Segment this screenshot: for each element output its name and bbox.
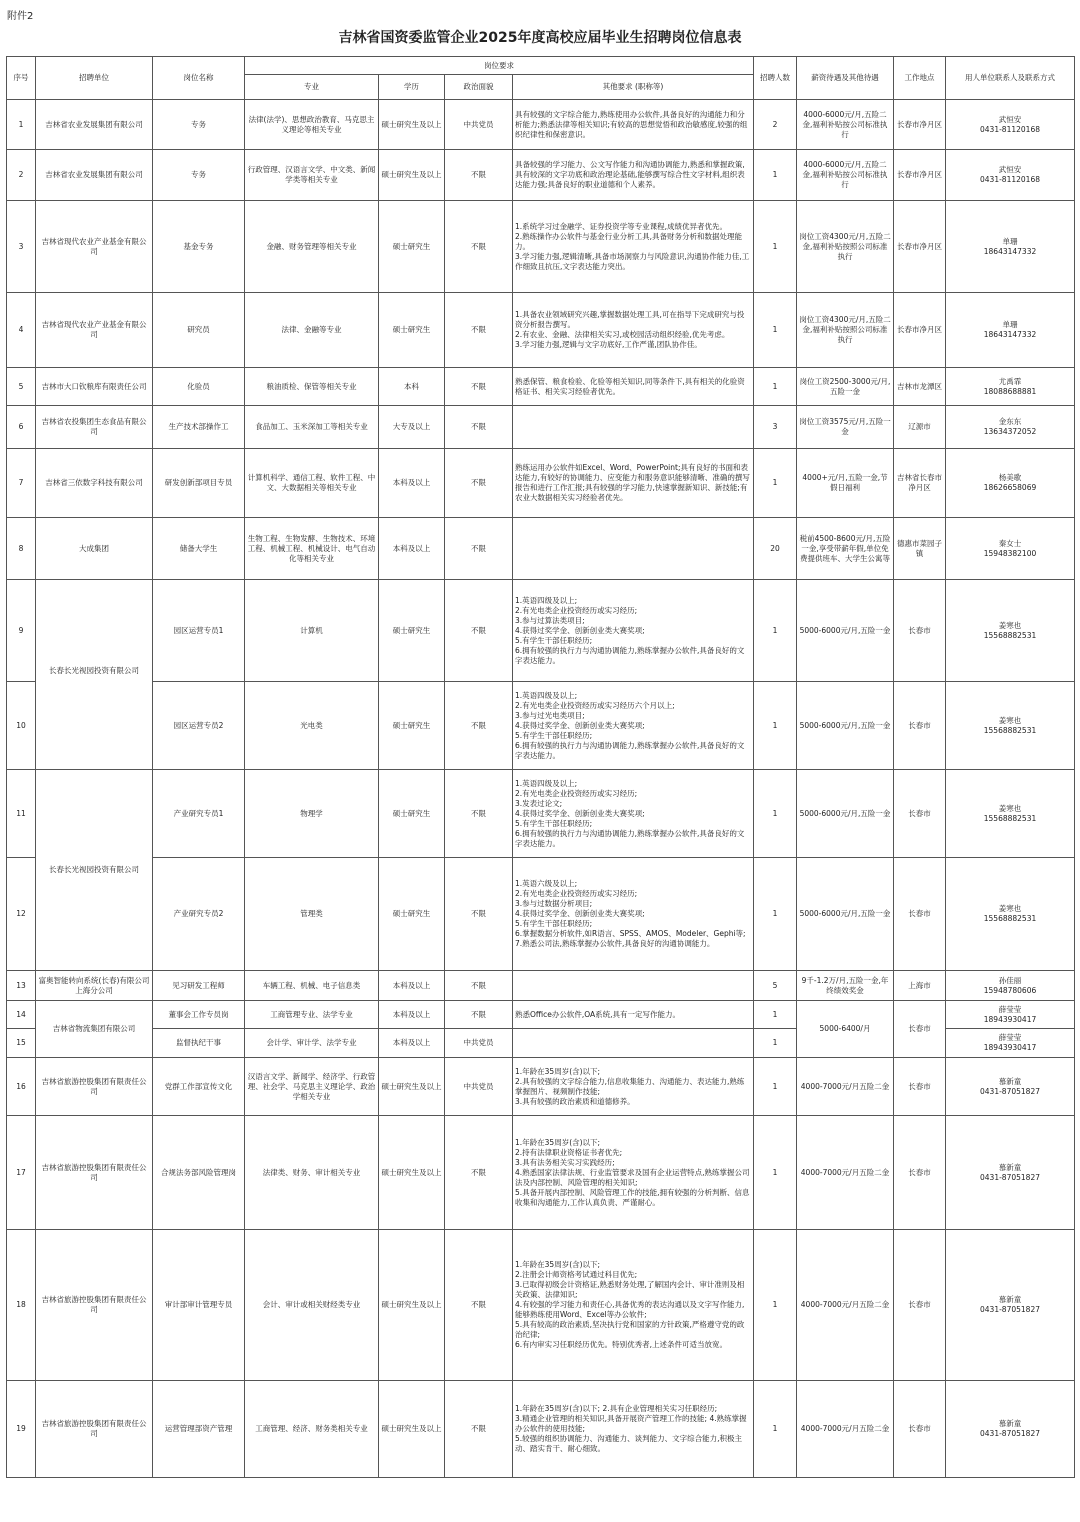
cell-unit: 吉林省旅游控股集团有限责任公司 <box>36 1230 153 1381</box>
cell-political: 不限 <box>445 1230 513 1381</box>
cell-major: 物理学 <box>245 770 379 858</box>
cell-education: 硕士研究生 <box>379 201 445 293</box>
cell-political: 不限 <box>445 406 513 449</box>
cell-other: 1.具备农业领域研究兴趣,掌握数据处理工具,可在指导下完成研究与投资分析报告撰写。 2.有农业、金融、法律相关实习,或校园活动组织经验,优先考虑。 3.学习能力强,逻辑与文字功底好,工作严谨,团队协作佳。 <box>513 293 754 368</box>
contact-phone: 15948382100 <box>983 548 1037 558</box>
contact-name: 杨美歌 <box>998 473 1022 482</box>
cell-education: 本科及以上 <box>379 449 445 518</box>
header-position: 岗位名称 <box>153 57 245 100</box>
cell-salary: 4000-7000元/月五险二金 <box>797 1381 894 1478</box>
cell-political: 不限 <box>445 1381 513 1478</box>
cell-unit: 吉林省物流集团有限公司 <box>36 1001 153 1058</box>
cell-other: 具有较强的文字综合能力,熟练使用办公软件,具备良好的沟通能力和分析能力;熟悉法律等相关知识;有较高的思想觉悟和政治敏感度,较强的组织纪律性和保密意识。 <box>513 100 754 150</box>
cell-political: 不限 <box>445 858 513 971</box>
cell-location: 长春市 <box>894 1058 946 1116</box>
cell-location: 长春市 <box>894 858 946 971</box>
contact-phone: 0431-87051827 <box>980 1305 1040 1314</box>
contact-name: 慕新童 <box>998 1076 1022 1086</box>
contact-phone: 15948780606 <box>983 985 1037 995</box>
cell-education: 硕士研究生 <box>379 770 445 858</box>
cell-count: 1 <box>754 1116 797 1230</box>
cell-education: 硕士研究生及以上 <box>379 150 445 201</box>
cell-other: 1.年龄在35周岁(含)以下; 2.具有企业管理相关实习任职经历; 3.精通企业管理的相关知识,具备开展资产管理工作的技能; 4.熟练掌握办公软件的使用技能; 5.较强的组织协调能力、沟通能力、谈判能力、文字综合能力,积极主动、踏实肯干、耐心细致。 <box>513 1381 754 1478</box>
cell-contact <box>946 1381 1075 1478</box>
cell-education: 大专及以上 <box>379 406 445 449</box>
cell-other: 1.年龄在35周岁(含)以下; 2.注册会计师资格考试通过科目优先; 3.已取得初级会计资格证,熟悉财务处理,了解国内会计、审计准则及相关政策、法律知识; 4.有较强的学习能力和责任心,具备优秀的表达沟通以及文字写作能力,能够熟练使用Word、Excel等办公软件; 5.具有较高的政治素质,坚决执行党和国家的方针政策,严格遵守党的政治纪律; 6.有内审实习任职经历优先。特别优秀者,上述条件可适当放宽。 <box>513 1230 754 1381</box>
cell-education: 本科及以上 <box>379 518 445 580</box>
cell-unit: 吉林省旅游控股集团有限责任公司 <box>36 1058 153 1116</box>
cell-unit: 吉林省农业发展集团有限公司 <box>36 150 153 201</box>
cell-salary: 4000+元/月,五险一金,节假日福利 <box>797 449 894 518</box>
recruitment-table <box>6 56 1075 1478</box>
cell-count: 1 <box>754 1381 797 1478</box>
table-row <box>7 1058 1075 1116</box>
contact-name: 金东东 <box>998 417 1022 426</box>
cell-other: 1.年龄在35周岁(含)以下; 2.持有法律职业资格证书者优先; 3.具有法务相关实习实践经历; 4.熟悉国家法律法规、行业监管要求及国有企业运营特点,熟练掌握公司法及内部控制、风险管理的相关知识; 5.具备开展内部控制、风险管理工作的技能,拥有较强的分析判断、信息收集和沟通能力,工作认真负责、严谨耐心。 <box>513 1116 754 1230</box>
cell-seq: 19 <box>7 1381 36 1478</box>
cell-position: 储备大学生 <box>153 518 245 580</box>
cell-salary: 4000-7000元/月五险二金 <box>797 1116 894 1230</box>
table-row <box>7 518 1075 580</box>
cell-seq: 16 <box>7 1058 36 1116</box>
contact-phone: 15568882531 <box>983 914 1037 923</box>
cell-contact <box>946 368 1075 406</box>
cell-location: 长春市净月区 <box>894 150 946 201</box>
cell-seq: 15 <box>7 1029 36 1058</box>
contact-name: 武恒安 <box>998 165 1022 174</box>
cell-education: 本科 <box>379 368 445 406</box>
cell-salary: 5000-6000元/月,五险一金 <box>797 580 894 682</box>
cell-education: 本科及以上 <box>379 971 445 1001</box>
cell-seq: 11 <box>7 770 36 858</box>
cell-salary: 5000-6000元/月,五险一金 <box>797 858 894 971</box>
header-location: 工作地点 <box>894 57 946 100</box>
cell-salary: 5000-6400/月 <box>797 1001 894 1058</box>
contact-phone: 18943930417 <box>983 1043 1037 1052</box>
cell-contact <box>946 201 1075 293</box>
cell-major: 计算机 <box>245 580 379 682</box>
cell-other: 熟悉保管、粮食检验、化验等相关知识,同等条件下,具有相关的化验资格证书、相关实习经验者优先。 <box>513 368 754 406</box>
cell-seq: 1 <box>7 100 36 150</box>
cell-position: 研发创新部项目专员 <box>153 449 245 518</box>
cell-position: 见习研发工程师 <box>153 971 245 1001</box>
cell-unit: 吉林省农业发展集团有限公司 <box>36 100 153 150</box>
cell-salary: 4000-7000元/月五险二金 <box>797 1230 894 1381</box>
cell-major: 管理类 <box>245 858 379 971</box>
cell-position: 园区运营专员1 <box>153 580 245 682</box>
contact-name: 尤禹霏 <box>998 376 1022 386</box>
cell-count: 1 <box>754 150 797 201</box>
cell-education: 硕士研究生 <box>379 293 445 368</box>
cell-other <box>513 518 754 580</box>
cell-seq: 2 <box>7 150 36 201</box>
contact-name: 姜寒也 <box>998 904 1022 913</box>
cell-major: 法律、金融等专业 <box>245 293 379 368</box>
cell-other: 1.英语四级及以上; 2.有光电类企业投资经历或实习经历; 3.参与过算法类项目; 4.获得过奖学金、创新创业类大赛奖项; 5.有学生干部任职经历; 6.拥有较强的执行力与沟通协调能力,熟练掌握办公软件,具备良好的文字表达能力。 <box>513 580 754 682</box>
contact-name: 薛莹莹 <box>998 1004 1022 1014</box>
cell-major: 粮油质检、保管等相关专业 <box>245 368 379 406</box>
cell-contact <box>946 100 1075 150</box>
cell-other: 1.年龄在35周岁(含)以下; 2.具有较强的文字综合能力,信息收集能力、沟通能力、表达能力,熟练掌握图片、视频制作技能; 3.具有较强的政治素质和道德修养。 <box>513 1058 754 1116</box>
cell-education: 硕士研究生及以上 <box>379 1116 445 1230</box>
table-row <box>7 770 1075 858</box>
contact-name: 慕新童 <box>998 1419 1022 1428</box>
cell-location: 长春市净月区 <box>894 100 946 150</box>
cell-major: 金融、财务管理等相关专业 <box>245 201 379 293</box>
cell-other: 具备较强的学习能力、公文写作能力和沟通协调能力,熟悉和掌握政策,具有较深的文字功底和政治理论基础,能够撰写综合性文字材料,组织表达能力强;具备良好的职业道德和个人素养。 <box>513 150 754 201</box>
cell-seq: 12 <box>7 858 36 971</box>
cell-location: 长春市 <box>894 1230 946 1381</box>
contact-phone: 0431-87051827 <box>980 1429 1040 1438</box>
header-other: 其他要求 (职称等) <box>513 75 754 100</box>
cell-position: 产业研究专员2 <box>153 858 245 971</box>
cell-education: 硕士研究生 <box>379 858 445 971</box>
cell-position: 研究员 <box>153 293 245 368</box>
cell-salary: 5000-6000元/月,五险一金 <box>797 770 894 858</box>
cell-position: 园区运营专员2 <box>153 682 245 770</box>
cell-contact <box>946 1001 1075 1029</box>
cell-political: 不限 <box>445 580 513 682</box>
cell-seq: 10 <box>7 682 36 770</box>
cell-education: 硕士研究生 <box>379 682 445 770</box>
cell-location: 长春市 <box>894 1381 946 1478</box>
cell-location: 辽源市 <box>894 406 946 449</box>
contact-phone: 18626658069 <box>983 483 1037 492</box>
table-row <box>7 406 1075 449</box>
contact-name: 慕新童 <box>998 1162 1022 1172</box>
contact-phone: 18643147332 <box>983 330 1037 339</box>
cell-major: 车辆工程、机械、电子信息类 <box>245 971 379 1001</box>
cell-seq: 5 <box>7 368 36 406</box>
cell-location: 吉林市龙潭区 <box>894 368 946 406</box>
cell-major: 食品加工、玉米深加工等相关专业 <box>245 406 379 449</box>
cell-seq: 14 <box>7 1001 36 1029</box>
cell-other <box>513 971 754 1001</box>
table-row <box>7 682 1075 770</box>
cell-position: 监督执纪干事 <box>153 1029 245 1058</box>
header-education: 学历 <box>379 75 445 100</box>
cell-count: 1 <box>754 770 797 858</box>
table-row <box>7 293 1075 368</box>
cell-position: 审计部审计管理专员 <box>153 1230 245 1381</box>
cell-contact <box>946 406 1075 449</box>
cell-location: 吉林省长春市净月区 <box>894 449 946 518</box>
cell-other <box>513 406 754 449</box>
cell-contact <box>946 682 1075 770</box>
table-row <box>7 1116 1075 1230</box>
table-row <box>7 368 1075 406</box>
cell-major: 工商管理、经济、财务类相关专业 <box>245 1381 379 1478</box>
table-row <box>7 201 1075 293</box>
cell-unit: 吉林省农投集团生态食品有限公司 <box>36 406 153 449</box>
cell-seq: 3 <box>7 201 36 293</box>
cell-salary: 4000-6000元/月,五险二金,福利补贴按公司标准执行 <box>797 100 894 150</box>
cell-salary: 岗位工资4300元/月,五险二金,福利补贴按照公司标准执行 <box>797 201 894 293</box>
cell-salary: 5000-6000元/月,五险一金 <box>797 682 894 770</box>
cell-political: 不限 <box>445 449 513 518</box>
cell-contact <box>946 1116 1075 1230</box>
cell-seq: 8 <box>7 518 36 580</box>
cell-contact <box>946 858 1075 971</box>
cell-major: 会计学、审计学、法学专业 <box>245 1029 379 1058</box>
header-unit: 招聘单位 <box>36 57 153 100</box>
header-political: 政治面貌 <box>445 75 513 100</box>
cell-major: 工商管理专业、法学专业 <box>245 1001 379 1029</box>
cell-count: 2 <box>754 100 797 150</box>
cell-political: 不限 <box>445 293 513 368</box>
contact-phone: 0431-87051827 <box>980 1172 1040 1182</box>
contact-phone: 18643147332 <box>983 246 1037 256</box>
cell-location: 长春市净月区 <box>894 293 946 368</box>
cell-salary: 税前4500-8600元/月,五险一金,享受带薪年假,单位免费提供班车、大学生公寓等 <box>797 518 894 580</box>
cell-contact <box>946 770 1075 858</box>
cell-political: 不限 <box>445 770 513 858</box>
cell-seq: 6 <box>7 406 36 449</box>
cell-education: 硕士研究生及以上 <box>379 100 445 150</box>
cell-count: 1 <box>754 1029 797 1058</box>
contact-name: 薛莹莹 <box>998 1033 1022 1042</box>
cell-count: 5 <box>754 971 797 1001</box>
cell-major: 法律类、财务、审计相关专业 <box>245 1116 379 1230</box>
table-row <box>7 580 1075 682</box>
header-contact: 用人单位联系人及联系方式 <box>946 57 1075 100</box>
header-requirements: 岗位要求 <box>245 57 754 75</box>
table-row <box>7 1230 1075 1381</box>
cell-unit: 吉林省现代农业产业基金有限公司 <box>36 293 153 368</box>
cell-contact <box>946 580 1075 682</box>
cell-seq: 4 <box>7 293 36 368</box>
cell-major: 计算机科学、通信工程、软件工程、中文、大数据相关等相关专业 <box>245 449 379 518</box>
cell-other: 1.英语四级及以上; 2.有光电类企业投资经历或实习经历六个月以上; 3.参与过光电类项目; 4.获得过奖学金、创新创业类大赛奖项; 5.有学生干部任职经历; 6.拥有较强的执行力与沟通协调能力,熟练掌握办公软件,具备良好的文字表达能力。 <box>513 682 754 770</box>
cell-unit: 富奥智能转向系统(长春)有限公司上海分公司 <box>36 971 153 1001</box>
cell-education: 硕士研究生及以上 <box>379 1230 445 1381</box>
cell-unit: 长春长光视园投资有限公司 <box>36 770 153 971</box>
cell-education: 硕士研究生及以上 <box>379 1381 445 1478</box>
cell-location: 长春市 <box>894 1116 946 1230</box>
table-row <box>7 1001 1075 1029</box>
table-row <box>7 100 1075 150</box>
cell-count: 1 <box>754 858 797 971</box>
cell-unit: 大成集团 <box>36 518 153 580</box>
cell-contact <box>946 518 1075 580</box>
cell-seq: 18 <box>7 1230 36 1381</box>
cell-unit: 吉林省旅游控股集团有限责任公司 <box>36 1381 153 1478</box>
header-seq: 序号 <box>7 57 36 100</box>
contact-phone: 0431-87051827 <box>980 1086 1040 1096</box>
cell-political: 不限 <box>445 368 513 406</box>
contact-phone: 15568882531 <box>983 813 1037 823</box>
cell-position: 合规法务部风险管理岗 <box>153 1116 245 1230</box>
cell-major: 法律(法学)、思想政治教育、马克思主义理论等相关专业 <box>245 100 379 150</box>
cell-position: 生产技术部操作工 <box>153 406 245 449</box>
cell-count: 1 <box>754 449 797 518</box>
header-count: 招聘人数 <box>754 57 797 100</box>
cell-count: 1 <box>754 682 797 770</box>
cell-count: 20 <box>754 518 797 580</box>
contact-phone: 18088688881 <box>983 386 1037 396</box>
cell-contact <box>946 971 1075 1001</box>
cell-other: 熟练运用办公软件如Excel、Word、PowerPoint;具有良好的书面和表达能力,有较好的协调能力、应变能力和服务意识能够清晰、准确的撰写报告和进行工作汇报;具有较强的学习能力,快速掌握新知识、新技能;有农业大数据相关实习经验者优先。 <box>513 449 754 518</box>
cell-other: 熟悉Office办公软件,OA系统,具有一定写作能力。 <box>513 1001 754 1029</box>
cell-contact <box>946 1058 1075 1116</box>
contact-name: 慕新童 <box>998 1295 1022 1304</box>
attachment-label: 附件2 <box>7 11 34 22</box>
cell-major: 生物工程、生物发酵、生物技术、环境工程、机械工程、机械设计、电气自动化等相关专业 <box>245 518 379 580</box>
cell-count: 1 <box>754 580 797 682</box>
cell-salary: 岗位工资4300元/月,五险二金,福利补贴按照公司标准执行 <box>797 293 894 368</box>
cell-other: 1.英语四级及以上; 2.有光电类企业投资经历或实习经历; 3.发表过论文; 4.获得过奖学金、创新创业类大赛奖项; 5.有学生干部任职经历; 6.拥有较强的执行力与沟通协调能力,熟练掌握办公软件,具备良好的文字表达能力。 <box>513 770 754 858</box>
table-row <box>7 858 1075 971</box>
cell-count: 1 <box>754 368 797 406</box>
header-major: 专业 <box>245 75 379 100</box>
contact-name: 秦女士 <box>998 538 1022 548</box>
table-row <box>7 449 1075 518</box>
cell-other: 1.英语六级及以上; 2.有光电类企业投资经历或实习经历; 3.参与过数据分析项目; 4.获得过奖学金、创新创业类大赛奖项; 5.有学生干部任职经历; 6.掌握数据分析软件,如R语言、SPSS、AMOS、Modeler、Gephi等; 7.熟悉公司法,熟练掌握办公软件,具备良好的沟通协调能力。 <box>513 858 754 971</box>
contact-phone: 15568882531 <box>983 725 1037 735</box>
cell-location: 德惠市菜园子镇 <box>894 518 946 580</box>
table-row <box>7 971 1075 1001</box>
cell-contact <box>946 293 1075 368</box>
contact-phone: 15568882531 <box>983 630 1037 640</box>
cell-position: 专务 <box>153 150 245 201</box>
cell-major: 光电类 <box>245 682 379 770</box>
cell-seq: 9 <box>7 580 36 682</box>
cell-salary: 9千-1.2万/月,五险一金,年终绩效奖金 <box>797 971 894 1001</box>
header-salary: 薪资待遇及其他待遇 <box>797 57 894 100</box>
cell-position: 党群工作部宣传文化 <box>153 1058 245 1116</box>
page-title: 吉林省国资委监管企业2025年度高校应届毕业生招聘岗位信息表 <box>338 30 742 46</box>
cell-salary: 岗位工资2500-3000元/月,五险一金 <box>797 368 894 406</box>
contact-name: 姜寒也 <box>998 803 1022 813</box>
cell-education: 本科及以上 <box>379 1001 445 1029</box>
cell-education: 本科及以上 <box>379 1029 445 1058</box>
cell-unit: 吉林省旅游控股集团有限责任公司 <box>36 1116 153 1230</box>
cell-seq: 7 <box>7 449 36 518</box>
table-row <box>7 1381 1075 1478</box>
cell-political: 不限 <box>445 150 513 201</box>
cell-location: 长春市 <box>894 1001 946 1058</box>
cell-count: 1 <box>754 293 797 368</box>
cell-location: 长春市净月区 <box>894 201 946 293</box>
contact-name: 孙佳丽 <box>998 975 1022 985</box>
cell-contact <box>946 1230 1075 1381</box>
cell-other: 1.系统学习过金融学、证券投资学等专业课程,成绩优异者优先。 2.熟练操作办公软件与基金行业分析工具,具备财务分析和数据处理能力。 3.学习能力强,逻辑清晰,具备市场洞察力与风险意识,沟通协作能力佳,工作细致且抗压,文字表达能力突出。 <box>513 201 754 293</box>
contact-name: 姜寒也 <box>998 620 1022 630</box>
cell-contact <box>946 1029 1075 1058</box>
contact-phone: 18943930417 <box>983 1014 1037 1024</box>
cell-major: 会计、审计或相关财经类专业 <box>245 1230 379 1381</box>
cell-position: 化验员 <box>153 368 245 406</box>
cell-other <box>513 1029 754 1058</box>
cell-salary: 4000-6000元/月,五险二金,福利补贴按公司标准执行 <box>797 150 894 201</box>
contact-phone: 0431-81120168 <box>980 124 1040 134</box>
cell-unit: 吉林市大口钦粮库有限责任公司 <box>36 368 153 406</box>
contact-name: 单珊 <box>1002 236 1018 246</box>
cell-position: 专务 <box>153 100 245 150</box>
cell-unit: 吉林省三依数字科技有限公司 <box>36 449 153 518</box>
cell-education: 硕士研究生及以上 <box>379 1058 445 1116</box>
cell-salary: 岗位工资3575元/月,五险一金 <box>797 406 894 449</box>
cell-unit: 吉林省现代农业产业基金有限公司 <box>36 201 153 293</box>
cell-contact <box>946 449 1075 518</box>
cell-major: 行政管理、汉语言文学、中文类、新闻学类等相关专业 <box>245 150 379 201</box>
cell-political: 不限 <box>445 201 513 293</box>
cell-contact <box>946 150 1075 201</box>
cell-count: 1 <box>754 201 797 293</box>
cell-location: 上海市 <box>894 971 946 1001</box>
cell-political: 中共党员 <box>445 100 513 150</box>
table-row <box>7 150 1075 201</box>
contact-name: 单珊 <box>1002 320 1018 329</box>
cell-position: 基金专务 <box>153 201 245 293</box>
cell-political: 不限 <box>445 971 513 1001</box>
cell-count: 1 <box>754 1058 797 1116</box>
cell-position: 运营管理部资产管理 <box>153 1381 245 1478</box>
cell-education: 硕士研究生 <box>379 580 445 682</box>
cell-position: 产业研究专员1 <box>153 770 245 858</box>
cell-seq: 17 <box>7 1116 36 1230</box>
contact-name: 武恒安 <box>998 114 1022 124</box>
cell-count: 1 <box>754 1001 797 1029</box>
cell-position: 董事会工作专员岗 <box>153 1001 245 1029</box>
contact-name: 姜寒也 <box>998 715 1022 725</box>
cell-seq: 13 <box>7 971 36 1001</box>
contact-phone: 13634372052 <box>983 427 1037 436</box>
cell-major: 汉语言文学、新闻学、经济学、行政管理、社会学、马克思主义理论学、政治学相关专业 <box>245 1058 379 1116</box>
cell-salary: 4000-7000元/月五险二金 <box>797 1058 894 1116</box>
cell-unit: 长春长光视园投资有限公司 <box>36 580 153 770</box>
cell-political: 不限 <box>445 682 513 770</box>
cell-political: 中共党员 <box>445 1058 513 1116</box>
cell-political: 中共党员 <box>445 1029 513 1058</box>
cell-count: 1 <box>754 1230 797 1381</box>
contact-phone: 0431-81120168 <box>980 175 1040 184</box>
cell-political: 不限 <box>445 1001 513 1029</box>
cell-political: 不限 <box>445 1116 513 1230</box>
cell-location: 长春市 <box>894 770 946 858</box>
cell-political: 不限 <box>445 518 513 580</box>
cell-location: 长春市 <box>894 682 946 770</box>
cell-count: 3 <box>754 406 797 449</box>
cell-location: 长春市 <box>894 580 946 682</box>
